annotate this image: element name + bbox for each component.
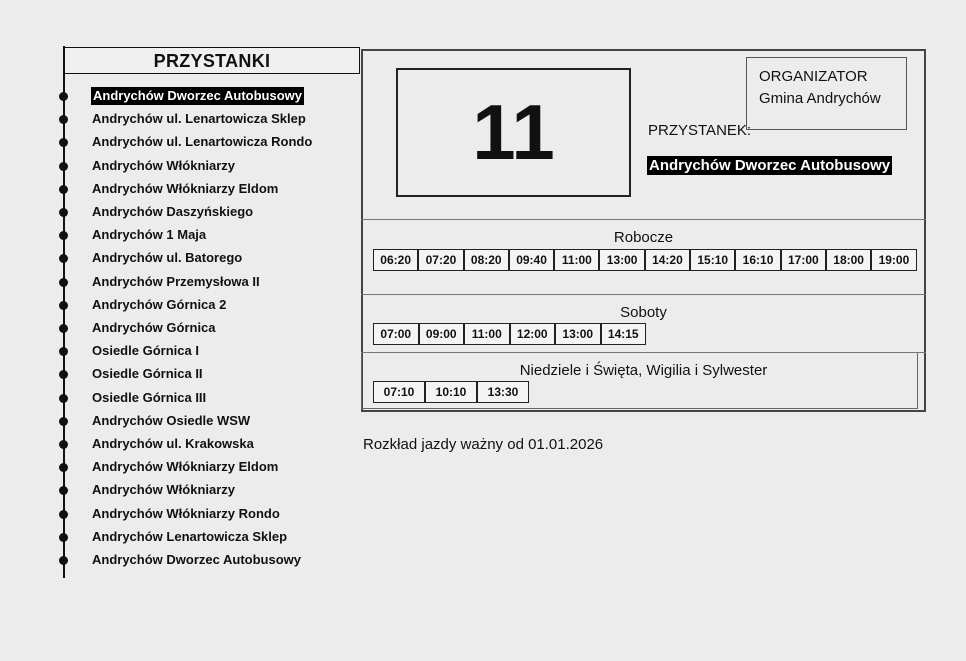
departure-time: 11:00 xyxy=(554,249,599,271)
stop-name: Andrychów Daszyńskiego xyxy=(92,204,254,219)
stop-name: Andrychów Górnica xyxy=(92,320,216,335)
stop-dot-icon xyxy=(59,394,68,403)
stop-name: Andrychów ul. Lenartowicza Sklep xyxy=(92,111,306,127)
stop-label: PRZYSTANEK: xyxy=(648,122,752,139)
stop-dot-icon xyxy=(59,138,68,147)
stop-name: Andrychów ul. Krakowska xyxy=(92,436,254,451)
departure-time: 12:00 xyxy=(510,323,556,345)
departure-time: 17:00 xyxy=(781,249,826,271)
organizer-label: ORGANIZATOR xyxy=(759,68,868,85)
stop-dot-icon xyxy=(59,231,68,240)
stop-name: Andrychów Górnica 2 xyxy=(92,296,227,312)
departure-time: 13:00 xyxy=(555,323,601,345)
stop-dot-icon xyxy=(59,208,68,217)
departure-time: 18:00 xyxy=(826,249,871,271)
stop-item xyxy=(0,410,360,433)
times-robocze xyxy=(373,249,917,271)
organizer-box xyxy=(746,57,907,130)
departure-time: 10:10 xyxy=(425,381,477,403)
stop-item xyxy=(0,503,360,526)
departure-time: 19:00 xyxy=(871,249,916,271)
stop-dot-icon xyxy=(59,278,68,287)
departure-time: 16:10 xyxy=(735,249,780,271)
stop-name: Andrychów Dworzec Autobusowy xyxy=(93,88,302,103)
stop-item xyxy=(0,433,360,456)
stop-name: Andrychów Włókniarzy Rondo xyxy=(92,505,280,521)
stop-item xyxy=(0,456,360,479)
departure-time: 06:20 xyxy=(373,249,418,271)
section-title-robocze: Robocze xyxy=(613,229,674,246)
departure-time: 13:00 xyxy=(599,249,644,271)
stop-dot-icon xyxy=(59,324,68,333)
stop-name: Andrychów Dworzec Autobusowy xyxy=(92,552,301,567)
stop-name: Osiedle Górnica III xyxy=(92,389,207,405)
stop-name: Andrychów Osiedle WSW xyxy=(92,412,251,428)
stop-item xyxy=(0,155,360,178)
stop-dot-icon xyxy=(59,254,68,263)
stop-dot-icon xyxy=(59,347,68,356)
stop-name: Andrychów 1 Maja xyxy=(92,227,207,243)
stop-item xyxy=(0,340,360,363)
stop-name: Andrychów Przemysłowa II xyxy=(92,273,260,289)
stop-item xyxy=(0,108,360,131)
departure-time: 11:00 xyxy=(464,323,510,345)
stop-dot-icon xyxy=(59,556,68,565)
times-soboty xyxy=(373,323,646,345)
departure-time: 13:30 xyxy=(477,381,529,403)
stop-dot-icon xyxy=(59,301,68,310)
stop-dot-icon xyxy=(59,417,68,426)
section-niedziele xyxy=(361,352,926,410)
stop-name: Andrychów Włókniarzy xyxy=(92,157,236,173)
stop-name: Osiedle Górnica I xyxy=(92,343,199,359)
stop-name: Andrychów ul. Lenartowicza Rondo xyxy=(92,134,313,150)
stop-dot-icon xyxy=(59,370,68,379)
stop-item xyxy=(0,247,360,270)
section-soboty xyxy=(361,294,926,352)
line-number: 11 xyxy=(396,68,631,197)
current-stop-name: Andrychów Dworzec Autobusowy xyxy=(649,157,891,174)
stop-item xyxy=(0,317,360,340)
stop-dot-icon xyxy=(59,115,68,124)
stop-name: Andrychów Włókniarzy Eldom xyxy=(92,180,279,196)
stop-dot-icon xyxy=(59,162,68,171)
section-title-niedziele: Niedziele i Święta, Wigilia i Sylwester xyxy=(519,362,768,379)
stop-item xyxy=(0,387,360,410)
departure-time: 09:40 xyxy=(509,249,554,271)
stop-dot-icon xyxy=(59,533,68,542)
departure-time: 14:20 xyxy=(645,249,690,271)
departure-time: 08:20 xyxy=(464,249,509,271)
departure-time: 07:20 xyxy=(418,249,463,271)
stop-item xyxy=(0,201,360,224)
stop-dot-icon xyxy=(59,440,68,449)
stop-item xyxy=(0,363,360,386)
departure-time: 14:15 xyxy=(601,323,647,345)
stop-item xyxy=(0,131,360,154)
departure-time: 07:00 xyxy=(373,323,419,345)
stop-dot-icon xyxy=(59,185,68,194)
stop-dot-icon xyxy=(59,463,68,472)
stop-name: Andrychów Lenartowicza Sklep xyxy=(92,528,288,544)
stop-item xyxy=(0,479,360,502)
departure-time: 15:10 xyxy=(690,249,735,271)
stop-name: Osiedle Górnica II xyxy=(92,366,203,382)
times-niedziele xyxy=(373,381,529,403)
stops-header: PRZYSTANKI xyxy=(64,47,360,74)
validity-note: Rozkład jazdy ważny od 01.01.2026 xyxy=(363,436,604,453)
stop-item xyxy=(0,526,360,549)
stop-dot-icon xyxy=(59,510,68,519)
stop-item xyxy=(0,224,360,247)
stop-item xyxy=(0,294,360,317)
stop-name: Andrychów Włókniarzy Eldom xyxy=(92,459,279,475)
organizer-name: Gmina Andrychów xyxy=(759,90,881,107)
stop-dot-icon xyxy=(59,92,68,101)
stop-dot-icon xyxy=(59,486,68,495)
stop-name: Andrychów ul. Batorego xyxy=(92,250,243,266)
stop-item xyxy=(0,85,360,108)
section-robocze xyxy=(361,219,926,294)
stop-item xyxy=(0,271,360,294)
departure-time: 09:00 xyxy=(419,323,465,345)
section-title-soboty: Soboty xyxy=(620,304,667,321)
stop-name: Andrychów Włókniarzy xyxy=(92,482,236,498)
stop-item xyxy=(0,178,360,201)
departure-time: 07:10 xyxy=(373,381,425,403)
stop-item xyxy=(0,549,360,572)
